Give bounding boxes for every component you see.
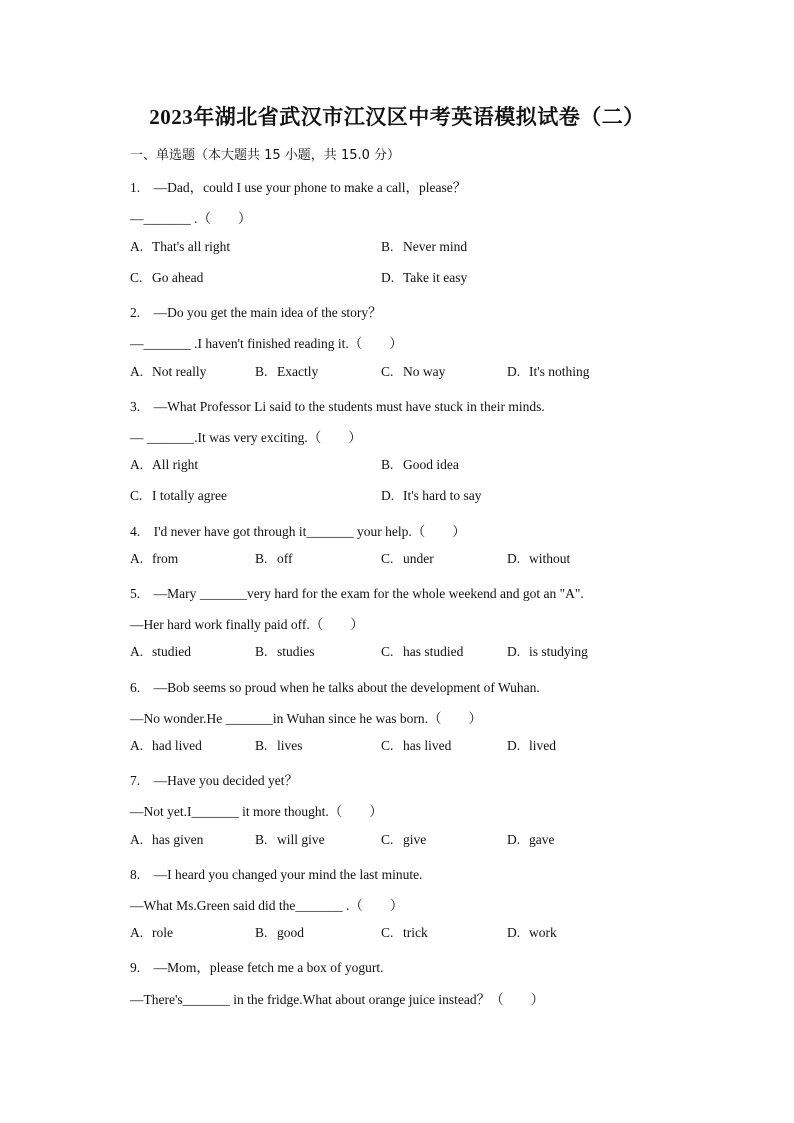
option-letter: D.: [507, 644, 521, 659]
option-text: lived: [529, 738, 556, 753]
question-5-option-b[interactable]: [255, 644, 315, 660]
option-letter: D.: [381, 270, 395, 285]
option-text: good: [277, 925, 304, 940]
option-letter: C.: [381, 832, 394, 847]
page-title: 2023年湖北省武汉市江汉区中考英语模拟试卷（二）: [149, 105, 645, 129]
option-text: without: [529, 551, 571, 566]
question-3-option-a[interactable]: [130, 457, 198, 473]
question-8-response: —What Ms.Green said did the_______ .（ ）: [130, 898, 404, 913]
question-4-option-d[interactable]: [507, 551, 570, 567]
question-2-response: —_______ .I haven't finished reading it.（ ）: [130, 336, 403, 351]
option-letter: D.: [507, 364, 521, 379]
question-7-option-c[interactable]: [381, 832, 426, 848]
option-text: has lived: [403, 738, 452, 753]
option-letter: B.: [255, 364, 268, 379]
option-text: had lived: [152, 738, 202, 753]
question-8-option-b[interactable]: [255, 925, 304, 941]
question-7-option-a[interactable]: [130, 832, 203, 848]
question-2-option-b[interactable]: [255, 364, 318, 380]
option-text: from: [152, 551, 179, 566]
option-letter: C.: [381, 925, 394, 940]
option-text: Take it easy: [403, 270, 468, 285]
option-letter: A.: [130, 551, 144, 566]
option-text: role: [152, 925, 173, 940]
option-text: gave: [529, 832, 555, 847]
question-7-option-b[interactable]: [255, 832, 325, 848]
question-3-option-d[interactable]: [381, 488, 482, 504]
question-6-option-a[interactable]: [130, 738, 202, 754]
question-1-option-c[interactable]: [130, 270, 203, 286]
option-text: lives: [277, 738, 303, 753]
question-8-stem: 8. —I heard you changed your mind the last minute.: [130, 867, 423, 882]
option-text: studied: [152, 644, 191, 659]
question-8-option-d[interactable]: [507, 925, 557, 941]
question-5-response: —Her hard work finally paid off.（ ）: [130, 617, 364, 632]
option-letter: B.: [381, 239, 394, 254]
question-2-stem: 2. —Do you get the main idea of the story？: [130, 305, 382, 320]
option-letter: B.: [255, 925, 268, 940]
question-9-stem: 9. —Mom，please fetch me a box of yogurt.: [130, 960, 384, 975]
option-text: will give: [277, 832, 325, 847]
question-7-option-d[interactable]: [507, 832, 554, 848]
option-text: It's hard to say: [403, 488, 482, 503]
question-6-option-d[interactable]: [507, 738, 556, 754]
question-6-option-c[interactable]: [381, 738, 451, 754]
option-letter: C.: [381, 551, 394, 566]
option-letter: B.: [255, 738, 268, 753]
option-text: under: [403, 551, 434, 566]
question-1-stem: 1. —Dad，could I use your phone to make a call，please？: [130, 180, 467, 195]
question-1-option-a[interactable]: [130, 239, 230, 255]
option-text: Never mind: [403, 239, 468, 254]
option-letter: C.: [130, 488, 143, 503]
question-4-option-a[interactable]: [130, 551, 178, 567]
option-letter: A.: [130, 925, 144, 940]
question-6-option-b[interactable]: [255, 738, 303, 754]
option-text: All right: [152, 457, 199, 472]
question-5-option-c[interactable]: [381, 644, 463, 660]
question-7-response: —Not yet.I_______ it more thought.（ ）: [130, 804, 383, 819]
question-1-option-b[interactable]: [381, 239, 467, 255]
option-text: No way: [403, 364, 446, 379]
option-text: Not really: [152, 364, 207, 379]
option-letter: B.: [255, 644, 268, 659]
option-text: Good idea: [403, 457, 459, 472]
option-text: It's nothing: [529, 364, 590, 379]
question-1-option-d[interactable]: [381, 270, 467, 286]
option-letter: C.: [381, 364, 394, 379]
option-letter: C.: [130, 270, 143, 285]
option-letter: A.: [130, 644, 144, 659]
question-8-option-a[interactable]: [130, 925, 173, 941]
option-text: That's all right: [152, 239, 231, 254]
option-letter: D.: [507, 925, 521, 940]
question-2-option-d[interactable]: [507, 364, 590, 380]
section-header: 一、单选题（本大题共 15 小题，共 15.0 分）: [130, 148, 401, 163]
question-4-option-b[interactable]: [255, 551, 293, 567]
question-3-stem: 3. —What Professor Li said to the students must have stuck in their minds.: [130, 399, 545, 414]
question-5-option-a[interactable]: [130, 644, 191, 660]
question-4-stem: 4. I'd never have got through it_______ your help.（ ）: [130, 524, 466, 539]
question-4-option-c[interactable]: [381, 551, 434, 567]
option-text: give: [403, 832, 427, 847]
option-letter: B.: [381, 457, 394, 472]
option-letter: B.: [255, 551, 268, 566]
option-letter: A.: [130, 457, 144, 472]
option-text: has given: [152, 832, 204, 847]
option-text: off: [277, 551, 293, 566]
question-1-response: —_______ .（ ）: [130, 211, 252, 226]
option-text: is studying: [529, 644, 588, 659]
option-letter: A.: [130, 239, 144, 254]
question-6-response: —No wonder.He _______in Wuhan since he was born.（ ）: [130, 711, 483, 726]
option-text: has studied: [403, 644, 464, 659]
question-2-option-a[interactable]: [130, 364, 206, 380]
question-3-response: — _______.It was very exciting.（ ）: [130, 430, 362, 445]
option-letter: B.: [255, 832, 268, 847]
option-letter: C.: [381, 738, 394, 753]
question-8-option-c[interactable]: [381, 925, 428, 941]
option-letter: A.: [130, 832, 144, 847]
option-text: Go ahead: [152, 270, 204, 285]
question-5-stem: 5. —Mary _______very hard for the exam for the whole weekend and got an "A".: [130, 586, 584, 601]
option-letter: D.: [507, 551, 521, 566]
option-letter: C.: [381, 644, 394, 659]
question-6-stem: 6. —Bob seems so proud when he talks about the development of Wuhan.: [130, 680, 540, 695]
option-text: Exactly: [277, 364, 319, 379]
option-text: trick: [403, 925, 428, 940]
option-letter: A.: [130, 738, 144, 753]
option-letter: D.: [507, 832, 521, 847]
question-3-option-b[interactable]: [381, 457, 459, 473]
option-letter: D.: [507, 738, 521, 753]
question-2-option-c[interactable]: [381, 364, 445, 380]
question-5-option-d[interactable]: [507, 644, 588, 660]
question-3-option-c[interactable]: [130, 488, 227, 504]
option-letter: D.: [381, 488, 395, 503]
question-7-stem: 7. —Have you decided yet？: [130, 773, 298, 788]
option-text: work: [529, 925, 557, 940]
option-text: studies: [277, 644, 315, 659]
option-text: I totally agree: [152, 488, 227, 503]
option-letter: A.: [130, 364, 144, 379]
question-9-response: —There's_______ in the fridge.What about orange juice instead？（ ）: [130, 992, 545, 1007]
